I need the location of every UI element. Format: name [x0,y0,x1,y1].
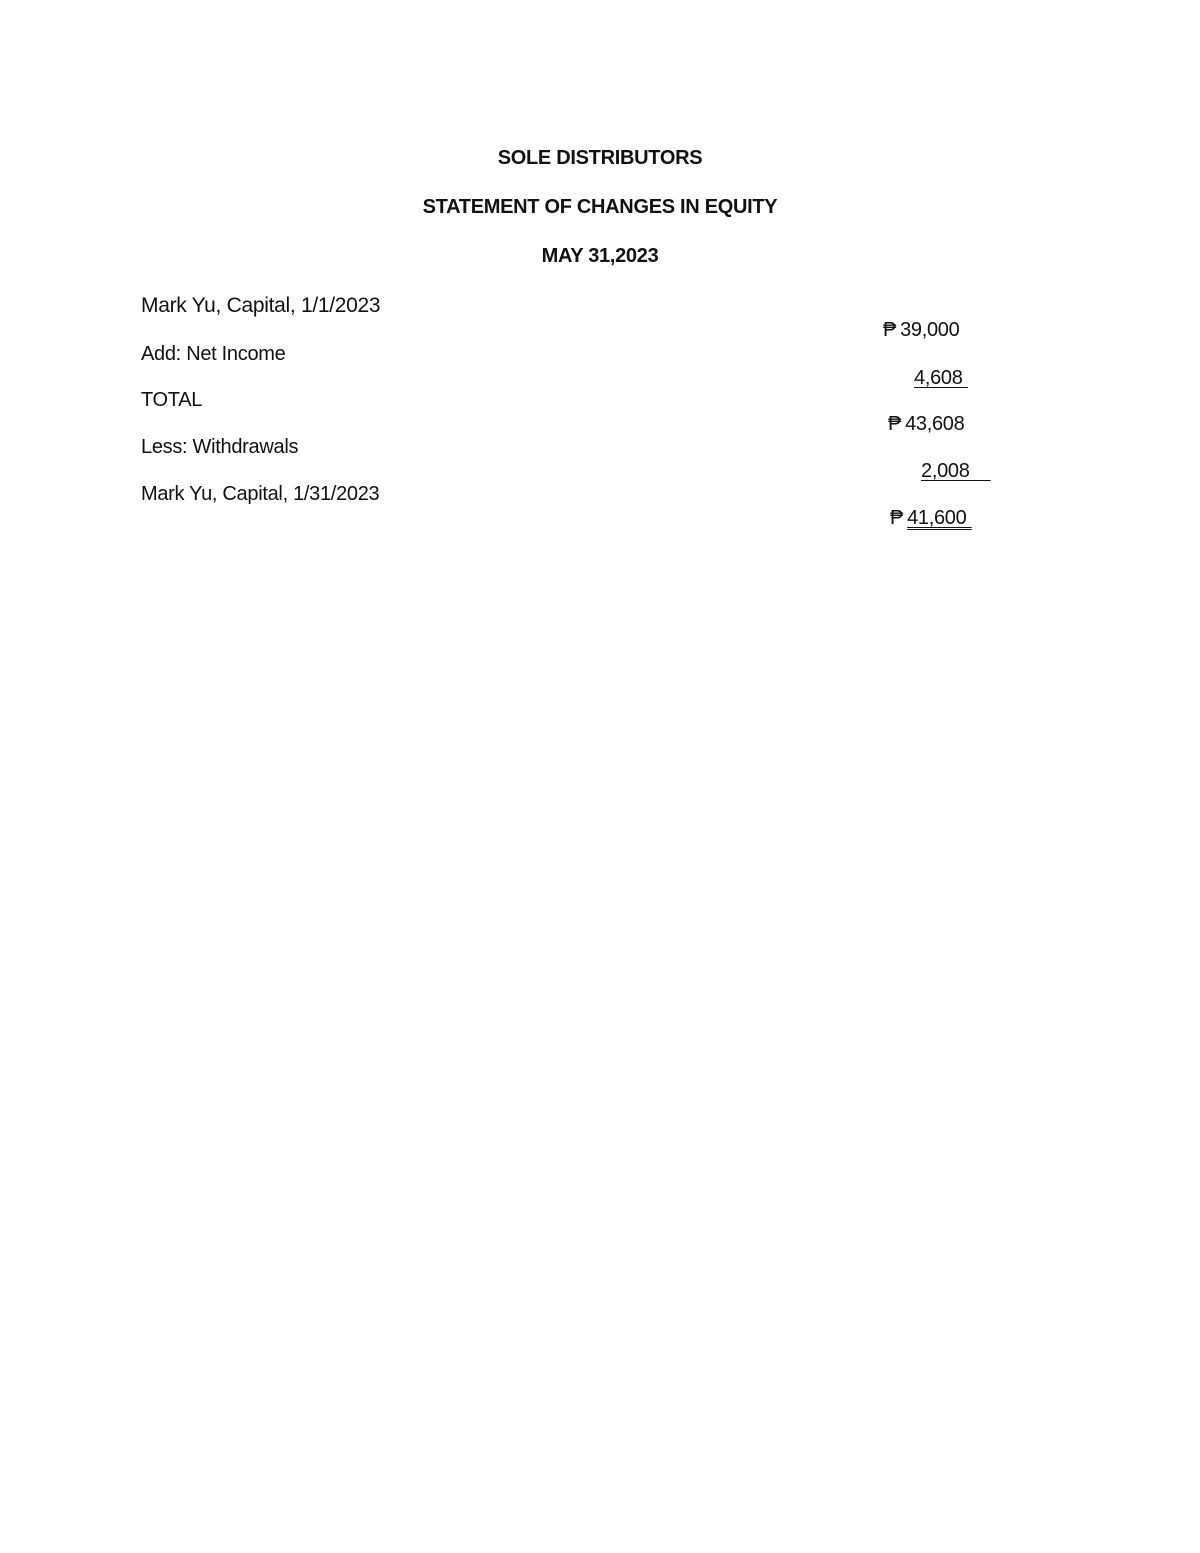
statement-title: STATEMENT OF CHANGES IN EQUITY [422,196,778,218]
company-name: SOLE DISTRIBUTORS [497,147,703,169]
amount-value: 2,008 [921,460,991,482]
statement-date: MAY 31,2023 [541,245,659,267]
currency-symbol: ₱ [890,507,904,529]
row-amount-ending-capital [869,482,972,554]
currency-symbol: ₱ [883,319,897,341]
amount-value: 41,600 [907,507,972,529]
row-label-total: TOTAL [141,389,203,411]
currency-symbol: ₱ [888,413,902,435]
amount-value: 4,608 [914,367,968,389]
amount-value: 43,608 [905,413,965,435]
row-label-withdrawals: Less: Withdrawals [141,436,299,458]
row-label-beginning-capital: Mark Yu, Capital, 1/1/2023 [141,294,381,317]
amount-value: 39,000 [900,319,960,341]
row-label-net-income: Add: Net Income [141,343,286,365]
row-label-ending-capital: Mark Yu, Capital, 1/31/2023 [141,483,380,505]
